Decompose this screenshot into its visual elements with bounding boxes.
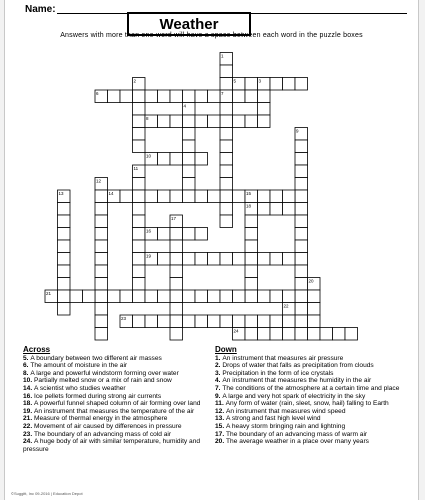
crossword-cell[interactable]: [58, 265, 71, 278]
down-clue: [215, 431, 413, 439]
clue-number: 17.: [215, 430, 226, 438]
clue-text: An instrument that measures the humidity in the air: [222, 377, 372, 385]
crossword-cell[interactable]: [120, 290, 133, 303]
cell-number: 11: [133, 166, 139, 171]
crossword-cell[interactable]: [245, 240, 258, 253]
clue-number: 11.: [215, 400, 226, 408]
crossword-cell[interactable]: [308, 315, 321, 328]
clue-number: 2.: [215, 362, 223, 370]
crossword-cell[interactable]: [95, 190, 108, 203]
across-clue: [23, 438, 215, 453]
crossword-cell[interactable]: [120, 90, 133, 103]
crossword-cell[interactable]: [208, 190, 221, 203]
crossword-cell[interactable]: [170, 153, 183, 166]
crossword-cell[interactable]: [95, 290, 108, 303]
crossword-cell[interactable]: [295, 140, 308, 153]
crossword-cell[interactable]: [170, 278, 183, 291]
crossword-cell[interactable]: [58, 253, 71, 266]
crossword-cell[interactable]: [158, 153, 171, 166]
crossword-cell[interactable]: [133, 215, 146, 228]
crossword-cell[interactable]: [220, 153, 233, 166]
crossword-cell[interactable]: [95, 203, 108, 216]
cell-number: 3: [258, 78, 262, 84]
cell-number: 16: [146, 228, 152, 234]
clue-text: A boundary between two different air masses: [30, 354, 162, 362]
down-clues: [215, 346, 413, 446]
clue-number: 14.: [23, 384, 34, 392]
cell-number: 21: [46, 291, 52, 296]
crossword-cell[interactable]: [133, 190, 146, 203]
crossword-cell[interactable]: [158, 290, 171, 303]
across-clue: [23, 415, 215, 423]
crossword-cell[interactable]: [295, 190, 308, 203]
worksheet-title: Weather: [127, 12, 251, 36]
crossword-cell[interactable]: [195, 253, 208, 266]
crossword-cell[interactable]: [245, 328, 258, 341]
crossword-cell[interactable]: [95, 253, 108, 266]
down-clue: [215, 408, 413, 416]
crossword-cell[interactable]: [258, 328, 271, 341]
clue-text: A strong and fast high level wind: [226, 415, 321, 423]
crossword-cell[interactable]: [58, 240, 71, 253]
clue-text: Partially melted snow or a mix of rain and snow: [34, 377, 172, 385]
clue-text: A powerful funnel shaped column of air forming over land: [34, 400, 201, 408]
across-clue: [23, 393, 215, 401]
crossword-cell[interactable]: [183, 128, 196, 141]
across-heading: Across: [23, 345, 51, 354]
crossword-cell[interactable]: [233, 315, 246, 328]
crossword-cell[interactable]: [295, 278, 308, 291]
crossword-cell[interactable]: [220, 115, 233, 128]
clue-number: 4.: [215, 377, 223, 385]
crossword-cell[interactable]: [208, 115, 221, 128]
across-clue: [23, 385, 215, 393]
clue-number: 20.: [215, 438, 226, 446]
clue-text: The average weather in a place over many years: [226, 438, 369, 446]
cell-number: 8: [146, 116, 149, 121]
cell-number: 6: [96, 91, 99, 96]
crossword-cell[interactable]: [208, 253, 221, 266]
crossword-cell[interactable]: [220, 215, 233, 228]
crossword-cell[interactable]: [170, 303, 183, 316]
crossword-cell[interactable]: [170, 265, 183, 278]
crossword-cell[interactable]: [133, 253, 146, 266]
crossword-cell[interactable]: [295, 215, 308, 228]
across-clue: [23, 370, 215, 378]
crossword-cell[interactable]: [133, 178, 146, 191]
crossword-cell[interactable]: [95, 328, 108, 341]
crossword-cell[interactable]: [133, 315, 146, 328]
cell-number: 15: [246, 191, 252, 196]
clue-number: 8.: [23, 369, 31, 377]
crossword-cell[interactable]: [133, 203, 146, 216]
cell-number: 4: [183, 103, 187, 109]
cell-number: 13: [58, 191, 64, 196]
clue-text: Measure of thermal energy in the atmosphere: [34, 415, 168, 423]
cell-number: 22: [283, 303, 289, 309]
crossword-cell[interactable]: [183, 253, 196, 266]
clue-number: 6.: [23, 362, 31, 370]
crossword-cell[interactable]: [195, 315, 208, 328]
crossword-cell[interactable]: [183, 90, 196, 103]
crossword-cell[interactable]: [283, 190, 296, 203]
cell-number: 9: [296, 128, 299, 134]
clue-number: 9.: [215, 392, 223, 400]
crossword-cell[interactable]: [295, 240, 308, 253]
crossword-cell[interactable]: [270, 78, 283, 91]
across-clues: [23, 346, 215, 453]
worksheet-page: [4, 0, 419, 500]
crossword-cell[interactable]: [70, 290, 83, 303]
crossword-cell[interactable]: [258, 253, 271, 266]
cell-number: 18: [246, 203, 252, 209]
crossword-cell[interactable]: [95, 315, 108, 328]
crossword-cell[interactable]: [195, 290, 208, 303]
cell-number: 5: [233, 78, 237, 84]
down-clue: [215, 377, 413, 385]
down-clue: [215, 415, 413, 423]
clue-text: An instrument that measures air pressure: [222, 354, 344, 362]
crossword-cell[interactable]: [58, 215, 71, 228]
cell-number: 19: [146, 253, 152, 259]
across-clue: [23, 400, 215, 408]
clue-text: The amount of moisture in the air: [30, 362, 128, 370]
clue-number: 21.: [23, 415, 34, 423]
crossword-cell[interactable]: [208, 90, 221, 103]
crossword-cell[interactable]: [245, 315, 258, 328]
clue-text: The conditions of the atmosphere at a certain time and place: [222, 384, 400, 392]
crossword-cell[interactable]: [170, 115, 183, 128]
crossword-cell[interactable]: [295, 228, 308, 241]
crossword-cell[interactable]: [145, 190, 158, 203]
instructions: Answers with more than one word will have a space between each word in the puzzle boxes: [60, 32, 363, 39]
crossword-cell[interactable]: [283, 253, 296, 266]
down-clue: [215, 355, 413, 363]
across-clue: [23, 431, 215, 439]
cell-number: 24: [233, 328, 239, 334]
crossword-cell[interactable]: [270, 290, 283, 303]
crossword-cell[interactable]: [220, 290, 233, 303]
crossword-cell[interactable]: [133, 103, 146, 116]
crossword-cell[interactable]: [58, 278, 71, 291]
crossword-cell[interactable]: [133, 290, 146, 303]
crossword-cell[interactable]: [183, 315, 196, 328]
cell-number: 23: [121, 316, 127, 321]
crossword-cell[interactable]: [295, 303, 308, 316]
down-clue: [215, 370, 413, 378]
across-clue: [23, 377, 215, 385]
crossword-cell[interactable]: [58, 228, 71, 241]
crossword-cell[interactable]: [270, 315, 283, 328]
crossword-cell[interactable]: [220, 103, 233, 116]
crossword-cell[interactable]: [295, 315, 308, 328]
clue-number: 23.: [23, 430, 34, 438]
crossword-cell[interactable]: [133, 240, 146, 253]
crossword-cell[interactable]: [295, 203, 308, 216]
clue-text: Ice pellets formed during strong air currents: [34, 392, 162, 400]
clue-number: 24.: [23, 438, 34, 446]
crossword-cell[interactable]: [145, 290, 158, 303]
crossword-cell[interactable]: [245, 290, 258, 303]
crossword-cell[interactable]: [220, 165, 233, 178]
clue-text: The boundary of an advancing mass of warm air: [226, 430, 368, 438]
crossword-cell[interactable]: [245, 228, 258, 241]
crossword-cell[interactable]: [133, 140, 146, 153]
crossword-cell[interactable]: [58, 290, 71, 303]
cell-number: 20: [308, 278, 314, 284]
crossword-cell[interactable]: [258, 290, 271, 303]
down-clue: [215, 362, 413, 370]
crossword-cell[interactable]: [108, 90, 121, 103]
crossword-cell[interactable]: [220, 203, 233, 216]
crossword-cell[interactable]: [220, 140, 233, 153]
crossword-cell[interactable]: [295, 78, 308, 91]
crossword-cell[interactable]: [233, 115, 246, 128]
crossword-cell[interactable]: [283, 290, 296, 303]
crossword-cell[interactable]: [58, 303, 71, 316]
cell-number: 7: [221, 91, 224, 96]
crossword-cell[interactable]: [158, 115, 171, 128]
across-clue: [23, 355, 215, 363]
crossword-cell[interactable]: [195, 153, 208, 166]
down-clue: [215, 400, 413, 408]
crossword-cell[interactable]: [295, 253, 308, 266]
crossword-cell[interactable]: [308, 290, 321, 303]
cell-number: 14: [108, 191, 114, 196]
crossword-cell[interactable]: [183, 290, 196, 303]
crossword-grid: [5, 0, 418, 345]
name-label: Name:: [25, 4, 56, 15]
clue-number: 10.: [23, 377, 34, 385]
crossword-cell[interactable]: [258, 103, 271, 116]
crossword-cell[interactable]: [145, 315, 158, 328]
crossword-cell[interactable]: [283, 78, 296, 91]
clue-text: A heavy storm bringing rain and lightning: [226, 422, 346, 430]
crossword-cell[interactable]: [245, 115, 258, 128]
crossword-cell[interactable]: [245, 265, 258, 278]
crossword-cell[interactable]: [245, 78, 258, 91]
clue-number: 22.: [23, 422, 34, 430]
clue-number: 5.: [23, 354, 31, 362]
crossword-cell[interactable]: [133, 278, 146, 291]
crossword-cell[interactable]: [58, 203, 71, 216]
crossword-cell[interactable]: [258, 90, 271, 103]
crossword-cell[interactable]: [245, 90, 258, 103]
down-clue: [215, 438, 413, 446]
crossword-cell[interactable]: [320, 328, 333, 341]
cell-number: 12: [96, 178, 102, 184]
crossword-cell[interactable]: [145, 90, 158, 103]
crossword-cell[interactable]: [233, 290, 246, 303]
cell-number: 2: [133, 78, 137, 84]
crossword-cell[interactable]: [195, 115, 208, 128]
crossword-cell[interactable]: [95, 228, 108, 241]
crossword-cell[interactable]: [158, 228, 171, 241]
crossword-cell[interactable]: [220, 253, 233, 266]
crossword-cell[interactable]: [245, 278, 258, 291]
clue-text: An instrument that measures the temperature of the air: [34, 407, 195, 415]
across-clue: [23, 362, 215, 370]
down-clue: [215, 385, 413, 393]
crossword-cell[interactable]: [208, 315, 221, 328]
crossword-cell[interactable]: [95, 265, 108, 278]
crossword-cell[interactable]: [170, 253, 183, 266]
crossword-cell[interactable]: [258, 115, 271, 128]
clue-text: Precipitation in the form of ice crystals: [222, 369, 334, 377]
crossword-cell[interactable]: [83, 290, 96, 303]
clue-number: 12.: [215, 407, 226, 415]
crossword-cell[interactable]: [233, 253, 246, 266]
crossword-cell[interactable]: [283, 328, 296, 341]
clue-number: 18.: [23, 400, 34, 408]
crossword-cell[interactable]: [283, 203, 296, 216]
clue-number: 3.: [215, 369, 223, 377]
crossword-cell[interactable]: [195, 90, 208, 103]
crossword-cell[interactable]: [183, 228, 196, 241]
crossword-cell[interactable]: [158, 190, 171, 203]
crossword-cell[interactable]: [295, 265, 308, 278]
clue-text: Any form of water (rain, sleet, snow, hail) falling to Earth: [225, 400, 389, 408]
crossword-cell[interactable]: [158, 90, 171, 103]
crossword-cell[interactable]: [183, 115, 196, 128]
crossword-cell[interactable]: [295, 178, 308, 191]
clue-number: 16.: [23, 392, 34, 400]
crossword-cell[interactable]: [170, 290, 183, 303]
crossword-cell[interactable]: [158, 315, 171, 328]
crossword-cell[interactable]: [308, 303, 321, 316]
down-clue: [215, 393, 413, 401]
crossword-cell[interactable]: [245, 215, 258, 228]
crossword-cell[interactable]: [170, 315, 183, 328]
crossword-cell[interactable]: [95, 215, 108, 228]
crossword-cell[interactable]: [183, 190, 196, 203]
down-clue: [215, 423, 413, 431]
crossword-cell[interactable]: [120, 190, 133, 203]
clue-text: Movement of air caused by differences in pressure: [34, 422, 182, 430]
crossword-cell[interactable]: [295, 328, 308, 341]
crossword-cell[interactable]: [333, 328, 346, 341]
down-heading: Down: [215, 345, 237, 354]
cell-number: 17: [171, 216, 177, 221]
crossword-cell[interactable]: [295, 153, 308, 166]
crossword-cell[interactable]: [183, 165, 196, 178]
crossword-cell[interactable]: [183, 153, 196, 166]
crossword-cell[interactable]: [95, 278, 108, 291]
cell-number: 1: [221, 53, 224, 59]
clue-text: A large and powerful windstorm forming over water: [30, 369, 179, 377]
crossword-cell[interactable]: [220, 128, 233, 141]
crossword-cell[interactable]: [270, 328, 283, 341]
cell-number: 10: [146, 153, 152, 159]
crossword-cell[interactable]: [195, 190, 208, 203]
crossword-cell[interactable]: [220, 315, 233, 328]
crossword-cell[interactable]: [345, 328, 358, 341]
clue-number: 1.: [215, 354, 223, 362]
crossword-cell[interactable]: [220, 190, 233, 203]
crossword-cell[interactable]: [258, 190, 271, 203]
crossword-cell[interactable]: [170, 228, 183, 241]
crossword-cell[interactable]: [270, 190, 283, 203]
crossword-cell[interactable]: [108, 290, 121, 303]
crossword-cell[interactable]: [133, 90, 146, 103]
crossword-cell[interactable]: [295, 165, 308, 178]
clue-number: 7.: [215, 384, 223, 392]
crossword-cell[interactable]: [183, 178, 196, 191]
crossword-cell[interactable]: [170, 190, 183, 203]
crossword-cell[interactable]: [158, 253, 171, 266]
clue-text: Drops of water that falls as precipitation from clouds: [222, 362, 374, 370]
crossword-cell[interactable]: [133, 228, 146, 241]
clue-text: A large and very hot spark of electricity in the sky: [222, 392, 366, 400]
crossword-cell[interactable]: [258, 203, 271, 216]
crossword-cell[interactable]: [233, 190, 246, 203]
clue-text: A huge body of air with similar temperature, humidity and pressure: [23, 438, 201, 453]
clue-number: 15.: [215, 422, 226, 430]
crossword-cell[interactable]: [220, 178, 233, 191]
crossword-cell[interactable]: [133, 115, 146, 128]
clue-text: A scientist who studies weather: [34, 384, 126, 392]
footer-credit: ©Suggitt, Inc 09-2016 | Education Depot: [11, 491, 83, 496]
clue-number: 19.: [23, 407, 34, 415]
crossword-cell[interactable]: [295, 290, 308, 303]
crossword-cell[interactable]: [183, 140, 196, 153]
crossword-cell[interactable]: [270, 203, 283, 216]
crossword-cell[interactable]: [195, 228, 208, 241]
crossword-cell[interactable]: [170, 240, 183, 253]
crossword-cell[interactable]: [220, 78, 233, 91]
clue-text: The boundary of an advancing mass of cold air: [34, 430, 172, 438]
crossword-cell[interactable]: [245, 253, 258, 266]
across-clue: [23, 408, 215, 416]
crossword-cell[interactable]: [170, 328, 183, 341]
crossword-cell[interactable]: [208, 290, 221, 303]
crossword-cell[interactable]: [133, 265, 146, 278]
clue-number: 13.: [215, 415, 226, 423]
crossword-cell[interactable]: [270, 253, 283, 266]
crossword-cell[interactable]: [258, 315, 271, 328]
crossword-cell[interactable]: [220, 65, 233, 78]
crossword-cell[interactable]: [95, 240, 108, 253]
clue-text: An instrument that measures wind speed: [226, 407, 346, 415]
crossword-cell[interactable]: [95, 303, 108, 316]
across-clue: [23, 423, 215, 431]
crossword-cell[interactable]: [308, 328, 321, 341]
crossword-cell[interactable]: [283, 315, 296, 328]
crossword-cell[interactable]: [233, 90, 246, 103]
crossword-cell[interactable]: [133, 128, 146, 141]
crossword-cell[interactable]: [170, 90, 183, 103]
